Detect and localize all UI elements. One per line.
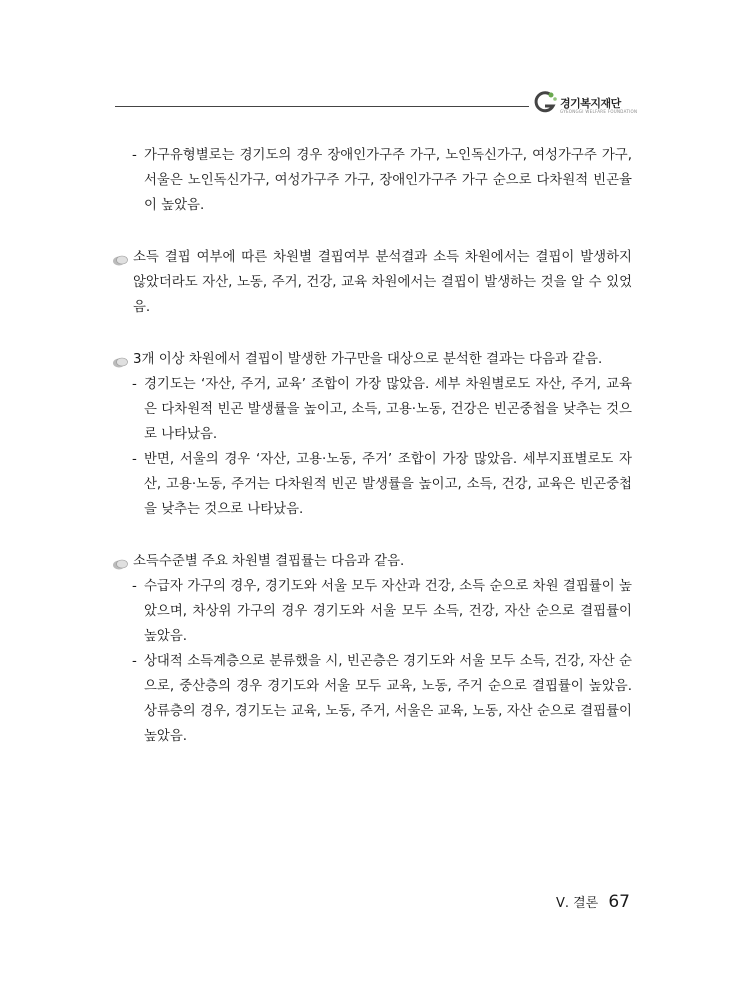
paragraph-text: 가구유형별로는 경기도의 경우 장애인가구주 가구, 노인독신가구, 여성가구주 가구, 서울은 노인독신가구, 여성가구주 가구, 장애인가구주 가구 순으로 다차원적 빈곤율이 높았음.: [144, 148, 632, 213]
org-logo: [532, 88, 642, 122]
paragraph-text: 경기도는 ‘자산, 주거, 교육’ 조합이 가장 많았음. 세부 차원별로도 자산, 주거, 교육은 다차원적 빈곤 발생률을 높이고, 소득, 고용·노동, 건강은 빈곤중첩을 낮추는 것으로 나타났음.: [144, 377, 632, 442]
dash-marker: -: [132, 377, 137, 392]
bullet-paragraph: [112, 549, 632, 574]
list-item: [112, 447, 632, 522]
org-name: 경기복지재단: [560, 97, 621, 110]
dash-marker: -: [132, 148, 137, 163]
paragraph-text: 상대적 소득계층으로 분류했을 시, 빈곤층은 경기도와 서울 모두 소득, 건강, 자산 순으로, 중산층의 경우 경기도와 서울 모두 교육, 노동, 주거 순으로 결핍률이 높았음. 상류층의 경우, 경기도는 교육, 노동, 주거, 서울은 교육, 노동, 자산 순으로 결핍률이 높았음.: [144, 654, 632, 744]
dash-marker: -: [132, 579, 137, 594]
page-footer: [556, 892, 630, 912]
page-number: 67: [608, 892, 630, 912]
bullet-paragraph: [112, 347, 632, 372]
section-label: Ⅴ. 결론: [555, 896, 599, 911]
dash-marker: -: [132, 654, 137, 669]
list-item: [112, 574, 632, 649]
list-item: [112, 649, 632, 749]
paragraph-text: 3개 이상 차원에서 결핍이 발생한 가구만을 대상으로 분석한 결과는 다음과 같음.: [133, 352, 603, 367]
paragraph-text: 소득수준별 주요 차원별 결핍률는 다음과 같음.: [133, 554, 405, 569]
list-item: [112, 143, 632, 218]
logo-icon: [532, 90, 558, 116]
list-item: [112, 372, 632, 447]
header-rule: [115, 106, 529, 107]
paragraph-text: 수급자 가구의 경우, 경기도와 서울 모두 자산과 건강, 소득 순으로 차원 결핍률이 높았으며, 차상위 가구의 경우 경기도와 서울 모두 소득, 건강, 자산 순으로 결핍률이 높았음.: [144, 579, 632, 644]
bullet-paragraph: [112, 245, 632, 320]
org-subtitle: GYEONGGI WELFARE FOUNDATION: [560, 109, 638, 114]
bullet-icon: [112, 251, 129, 276]
dash-marker: -: [132, 452, 137, 467]
body-text: [112, 143, 632, 749]
paragraph-text: 소득 결핍 여부에 따른 차원별 결핍여부 분석결과 소득 차원에서는 결핍이 발생하지 않았더라도 자산, 노동, 주거, 건강, 교육 차원에서는 결핍이 발생하는 것을 알 수 있었음.: [133, 250, 632, 315]
paragraph-text: 반면, 서울의 경우 ‘자산, 고용·노동, 주거’ 조합이 가장 많았음. 세부지표별로도 자산, 고용·노동, 주거는 다차원적 빈곤 발생률을 높이고, 소득, 건강, 교육은 빈곤중첩을 낮추는 것으로 나타났음.: [144, 452, 632, 517]
